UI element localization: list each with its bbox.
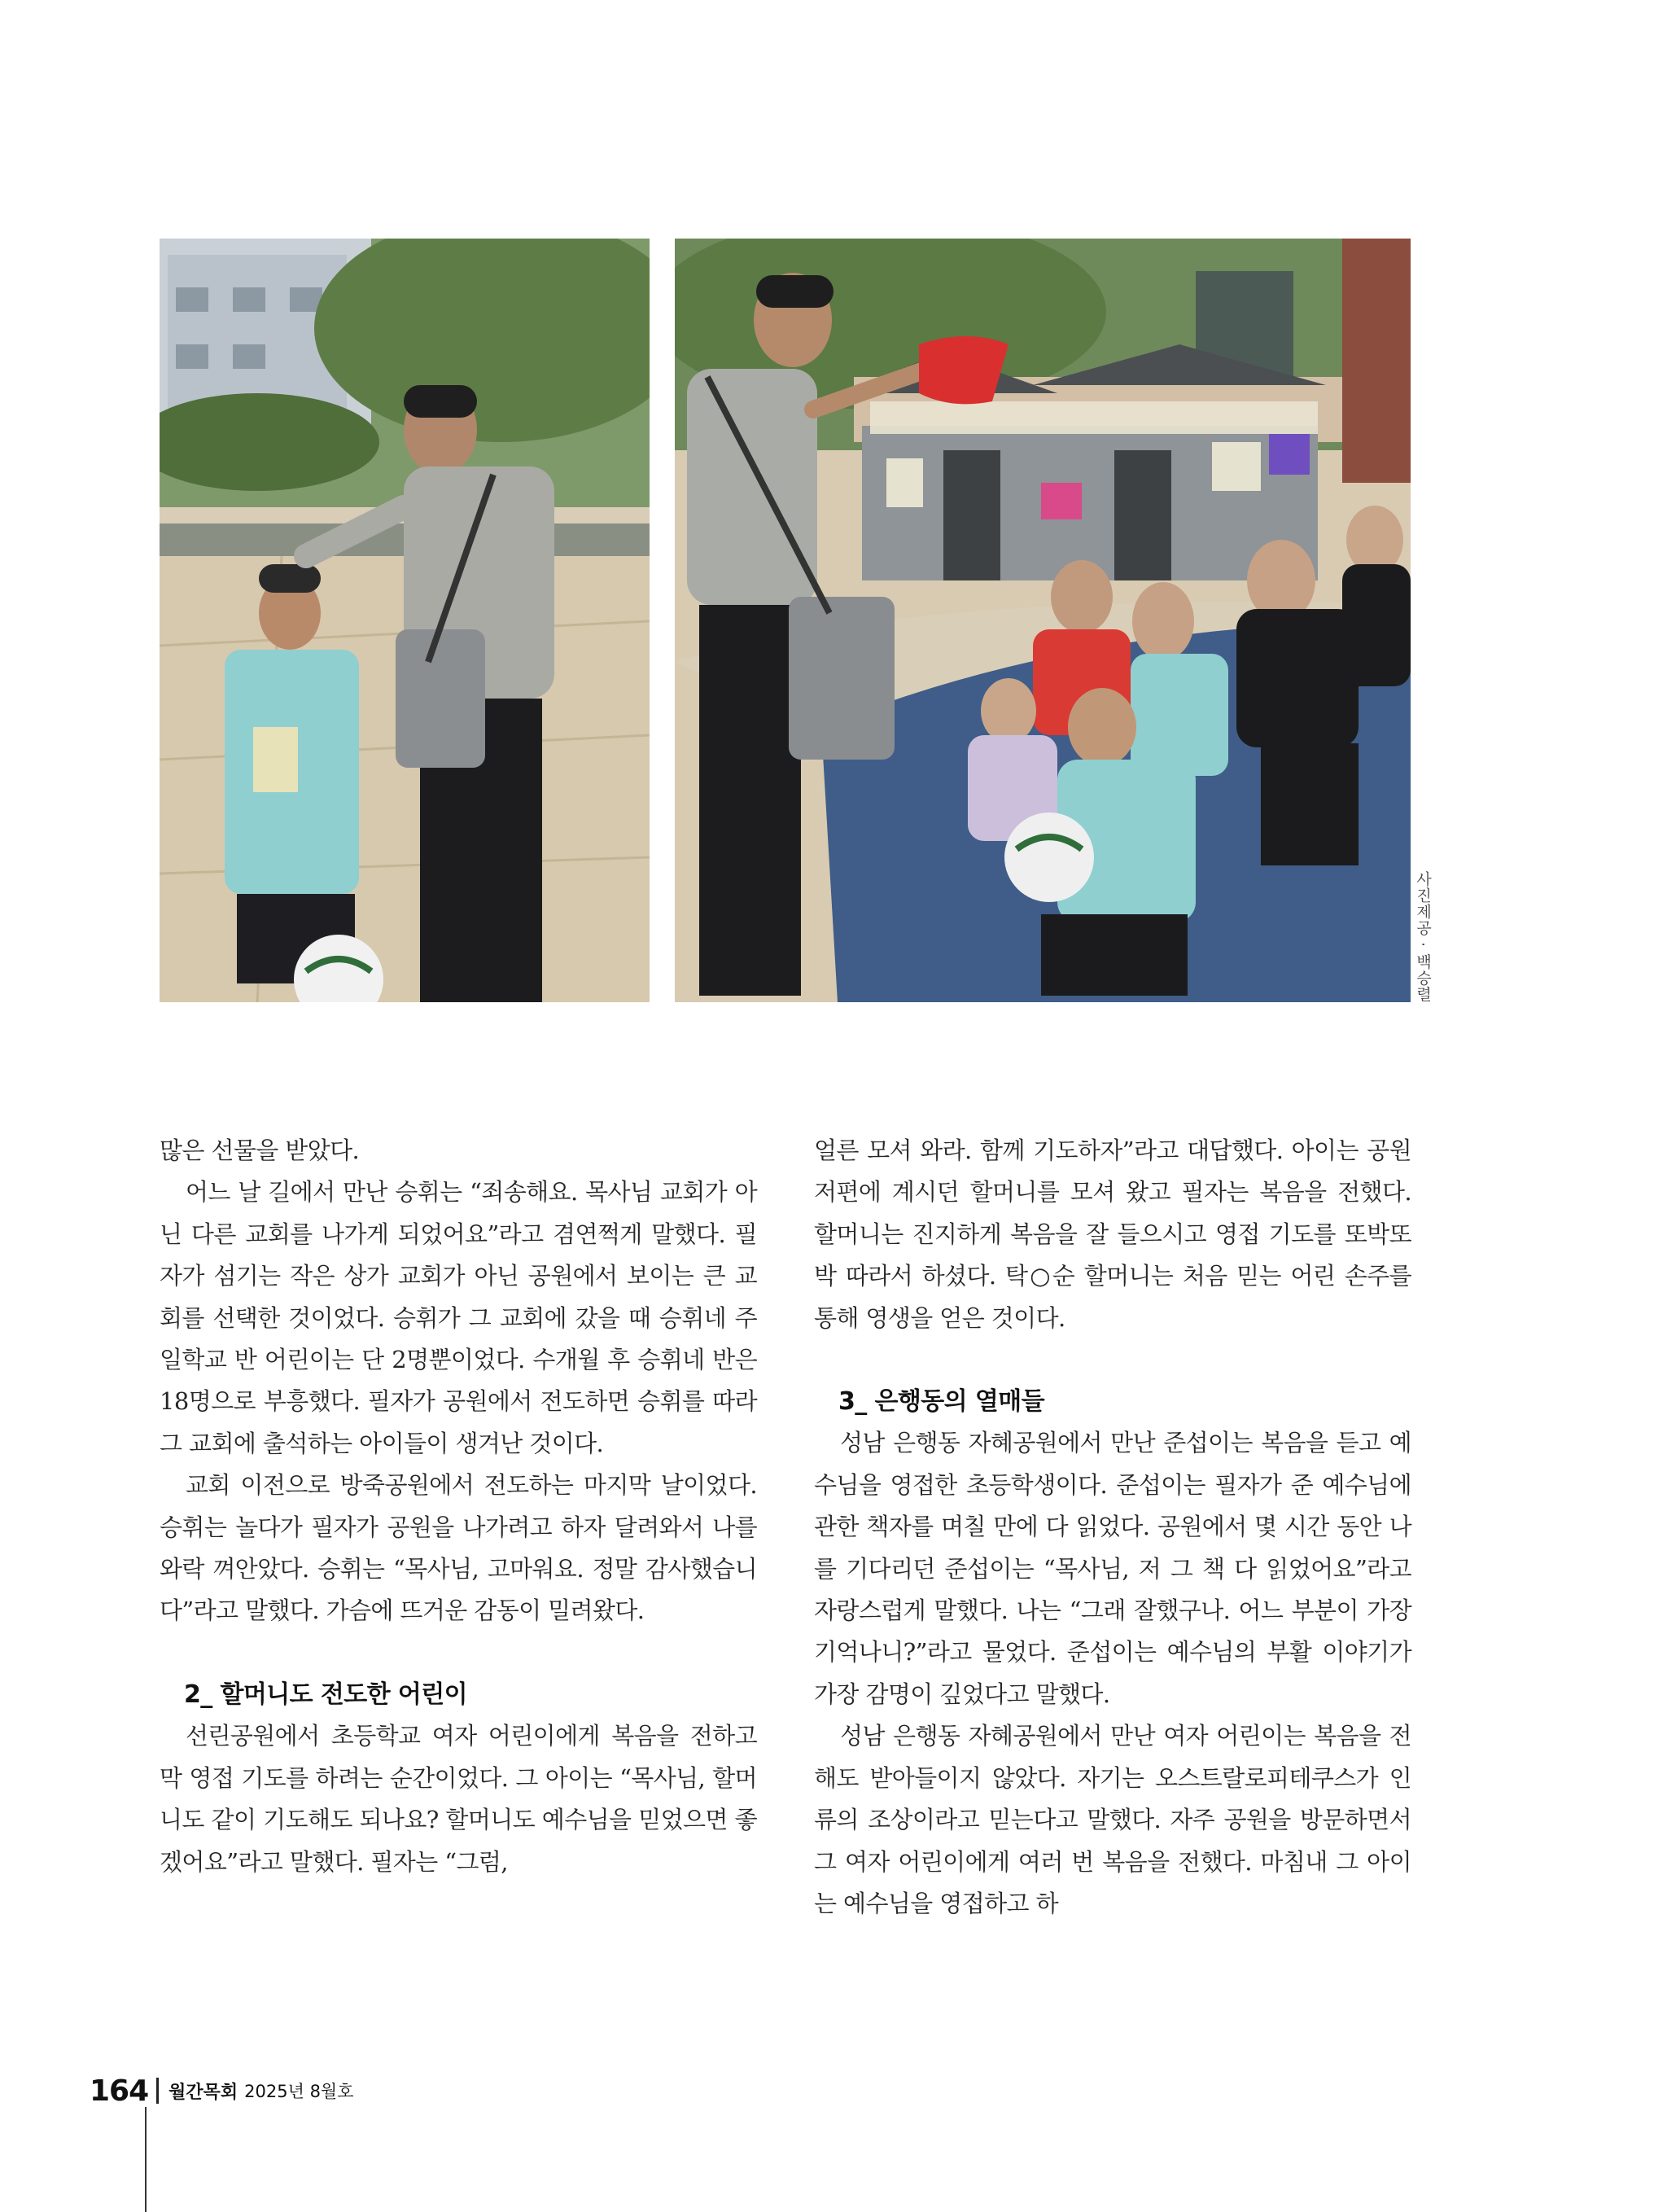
article-column-right	[814, 1130, 1411, 1925]
footer-divider	[156, 2078, 159, 2104]
page-number: 164	[90, 2074, 149, 2108]
magazine-title: 월간목회	[168, 2082, 238, 2103]
photo-credit: 사진제공 · 백승렬	[1414, 871, 1432, 1003]
section-heading: 3_ 은행동의 열매들	[838, 1387, 1045, 1417]
paragraph: 선린공원에서 초등학교 여자 어린이에게 복음을 전하고 막 영접 기도를 하려는 순간이었다. 그 아이는 “목사님, 할머니도 같이 기도해도 되나요? 할머니도 예수님을 믿었으면 좋겠어요”라고 말했다. 필자는 “그럼,	[160, 1722, 757, 1876]
article-column-left	[160, 1130, 757, 1883]
paragraph: 얼른 모셔 와라. 함께 기도하자”라고 대답했다. 아이는 공원 저편에 계시던 할머니를 모셔 왔고 필자는 복음을 전했다. 할머니는 진지하게 복음을 잘 들으시고 영접 기도를 또박또박 따라서 하셨다. 탁○순 할머니는 처음 믿는 어린 손주를 통해 영생을 얻은 것이다.	[814, 1137, 1411, 1332]
pastor-blessing-child-photo	[160, 239, 650, 1002]
paragraph: 성남 은행동 자혜공원에서 만난 준섭이는 복음을 듣고 예수님을 영접한 초등학생이다. 준섭이는 필자가 준 예수님에 관한 책자를 며칠 만에 다 읽었다. 공원에서 몇 시간 동안 나를 기다리던 준섭이는 “목사님, 저 그 책 다 읽었어요”라고 자랑스럽게 말했다. 나는 “그래 잘했구나. 어느 부분이 가장 기억나니?”라고 물었다. 준섭이는 예수님의 부활 이야기가 가장 감명이 깊었다고 말했다.	[814, 1429, 1411, 1708]
section-heading: 2_ 할머니도 전도한 어린이	[184, 1680, 468, 1709]
paragraph: 어느 날 길에서 만난 승휘는 “죄송해요. 목사님 교회가 아닌 다른 교회를 나가게 되었어요”라고 겸연쩍게 말했다. 필자가 섬기는 작은 상가 교회가 아닌 공원에서 보이는 큰 교회를 선택한 것이었다. 승휘가 그 교회에 갔을 때 승휘네 주일학교 반 어린이는 단 2명뿐이었다. 수개월 후 승휘네 반은 18명으로 부흥했다. 필자가 공원에서 전도하면 승휘를 따라 그 교회에 출석하는 아이들이 생겨난 것이다.	[160, 1178, 757, 1457]
page-footer	[90, 2074, 354, 2107]
paragraph: 많은 선물을 받았다.	[160, 1137, 360, 1164]
paragraph: 성남 은행동 자혜공원에서 만난 여자 어린이는 복음을 전해도 받아들이지 않았다. 자기는 오스트랄로피테쿠스가 인류의 조상이라고 믿는다고 말했다. 자주 공원을 방문하면서 그 여자 어린이에게 여러 번 복음을 전했다. 마침내 그 아이는 예수님을 영접하고 하	[814, 1722, 1411, 1917]
park-photo-left	[160, 239, 650, 1002]
pastor-with-children-photo	[675, 239, 1411, 1002]
issue-date: 2025년 8월호	[244, 2082, 354, 2101]
paragraph: 교회 이전으로 방죽공원에서 전도하는 마지막 날이었다. 승휘는 놀다가 필자가 공원을 나가려고 하자 달려와서 나를 와락 껴안았다. 승휘는 “목사님, 고마워요. 정말 감사했습니다”라고 말했다. 가슴에 뜨거운 감동이 밀려왔다.	[160, 1471, 757, 1625]
margin-rule	[145, 2107, 147, 2212]
park-photo-right	[675, 239, 1411, 1002]
